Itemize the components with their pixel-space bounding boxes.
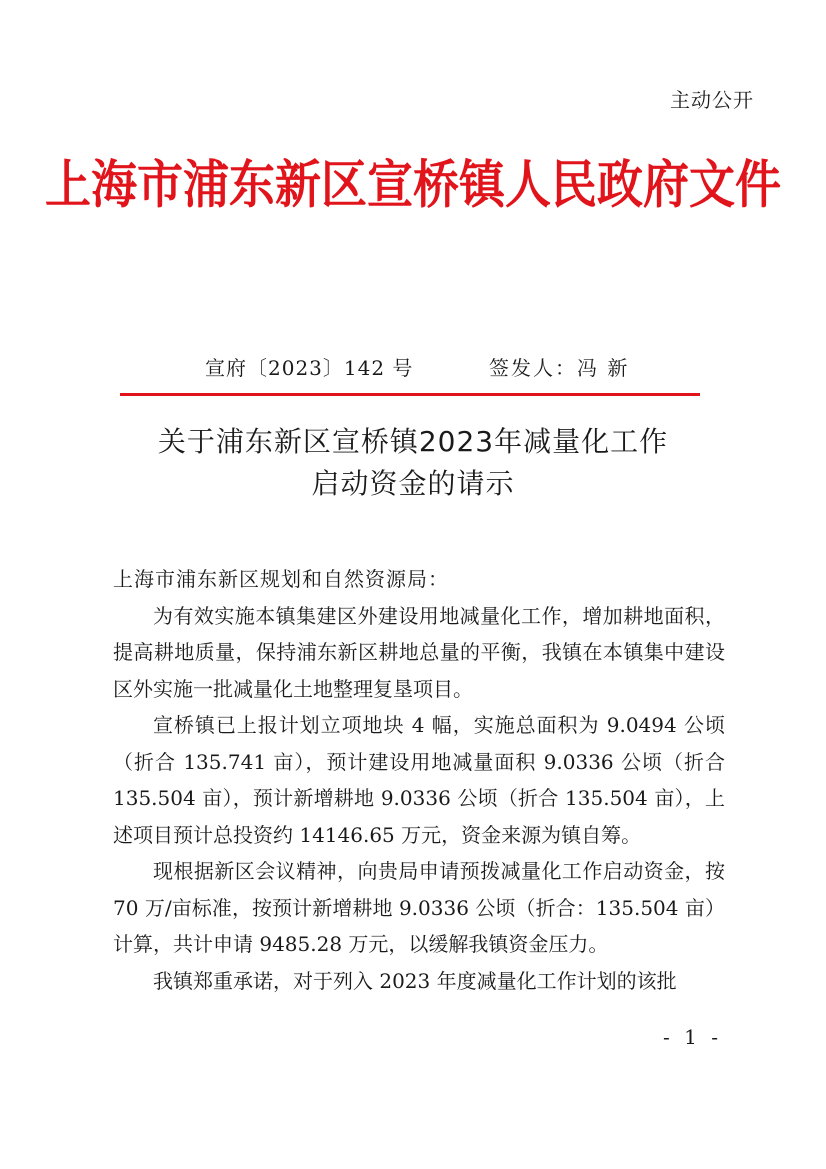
page-number: - 1 - xyxy=(663,1025,722,1049)
body-paragraph: 我镇郑重承诺，对于列入 2023 年度减量化工作计划的该批 xyxy=(153,968,677,993)
body-paragraph: 现根据新区会议精神，向贵局申请预拨减量化工作启动资金，按 70 万/亩标准，按预计新增耕地 9.0336 公顷（折合：135.504 亩）计算，共计申请 9485.28 万元，以缓解我镇资金压力。 xyxy=(113,859,725,956)
document-number: 宣府〔2023〕142 号 xyxy=(205,356,414,380)
signer: 签发人：冯 新 xyxy=(489,356,630,380)
document-header-title: 上海市浦东新区宣桥镇人民政府文件 xyxy=(45,154,781,215)
body-paragraph: 为有效实施本镇集建区外建设用地减量化工作，增加耕地面积，提高耕地质量，保持浦东新区耕地总量的平衡，我镇在本镇集中建设区外实施一批减量化土地整理复垦项目。 xyxy=(113,603,725,701)
disclosure-label: 主动公开 xyxy=(670,88,754,112)
red-divider-line xyxy=(120,393,700,396)
document-title-line-1: 关于浦东新区宣桥镇2023年减量化工作 xyxy=(157,425,669,458)
salutation: 上海市浦东新区规划和自然资源局： xyxy=(113,567,449,591)
body-paragraph: 宣桥镇已上报计划立项地块 4 幅，实施总面积为 9.0494 公顷（折合 135.741 亩），预计建设用地减量面积 9.0336 公顷（折合 135.504 亩），预计新增耕地 9.0336 公顷（折合 135.504 亩），上述项目预计总投资约 14146.65 万元，资金来源为镇自筹。 xyxy=(113,713,725,847)
document-body xyxy=(113,561,725,999)
document-title-line-2: 启动资金的请示 xyxy=(311,467,515,500)
